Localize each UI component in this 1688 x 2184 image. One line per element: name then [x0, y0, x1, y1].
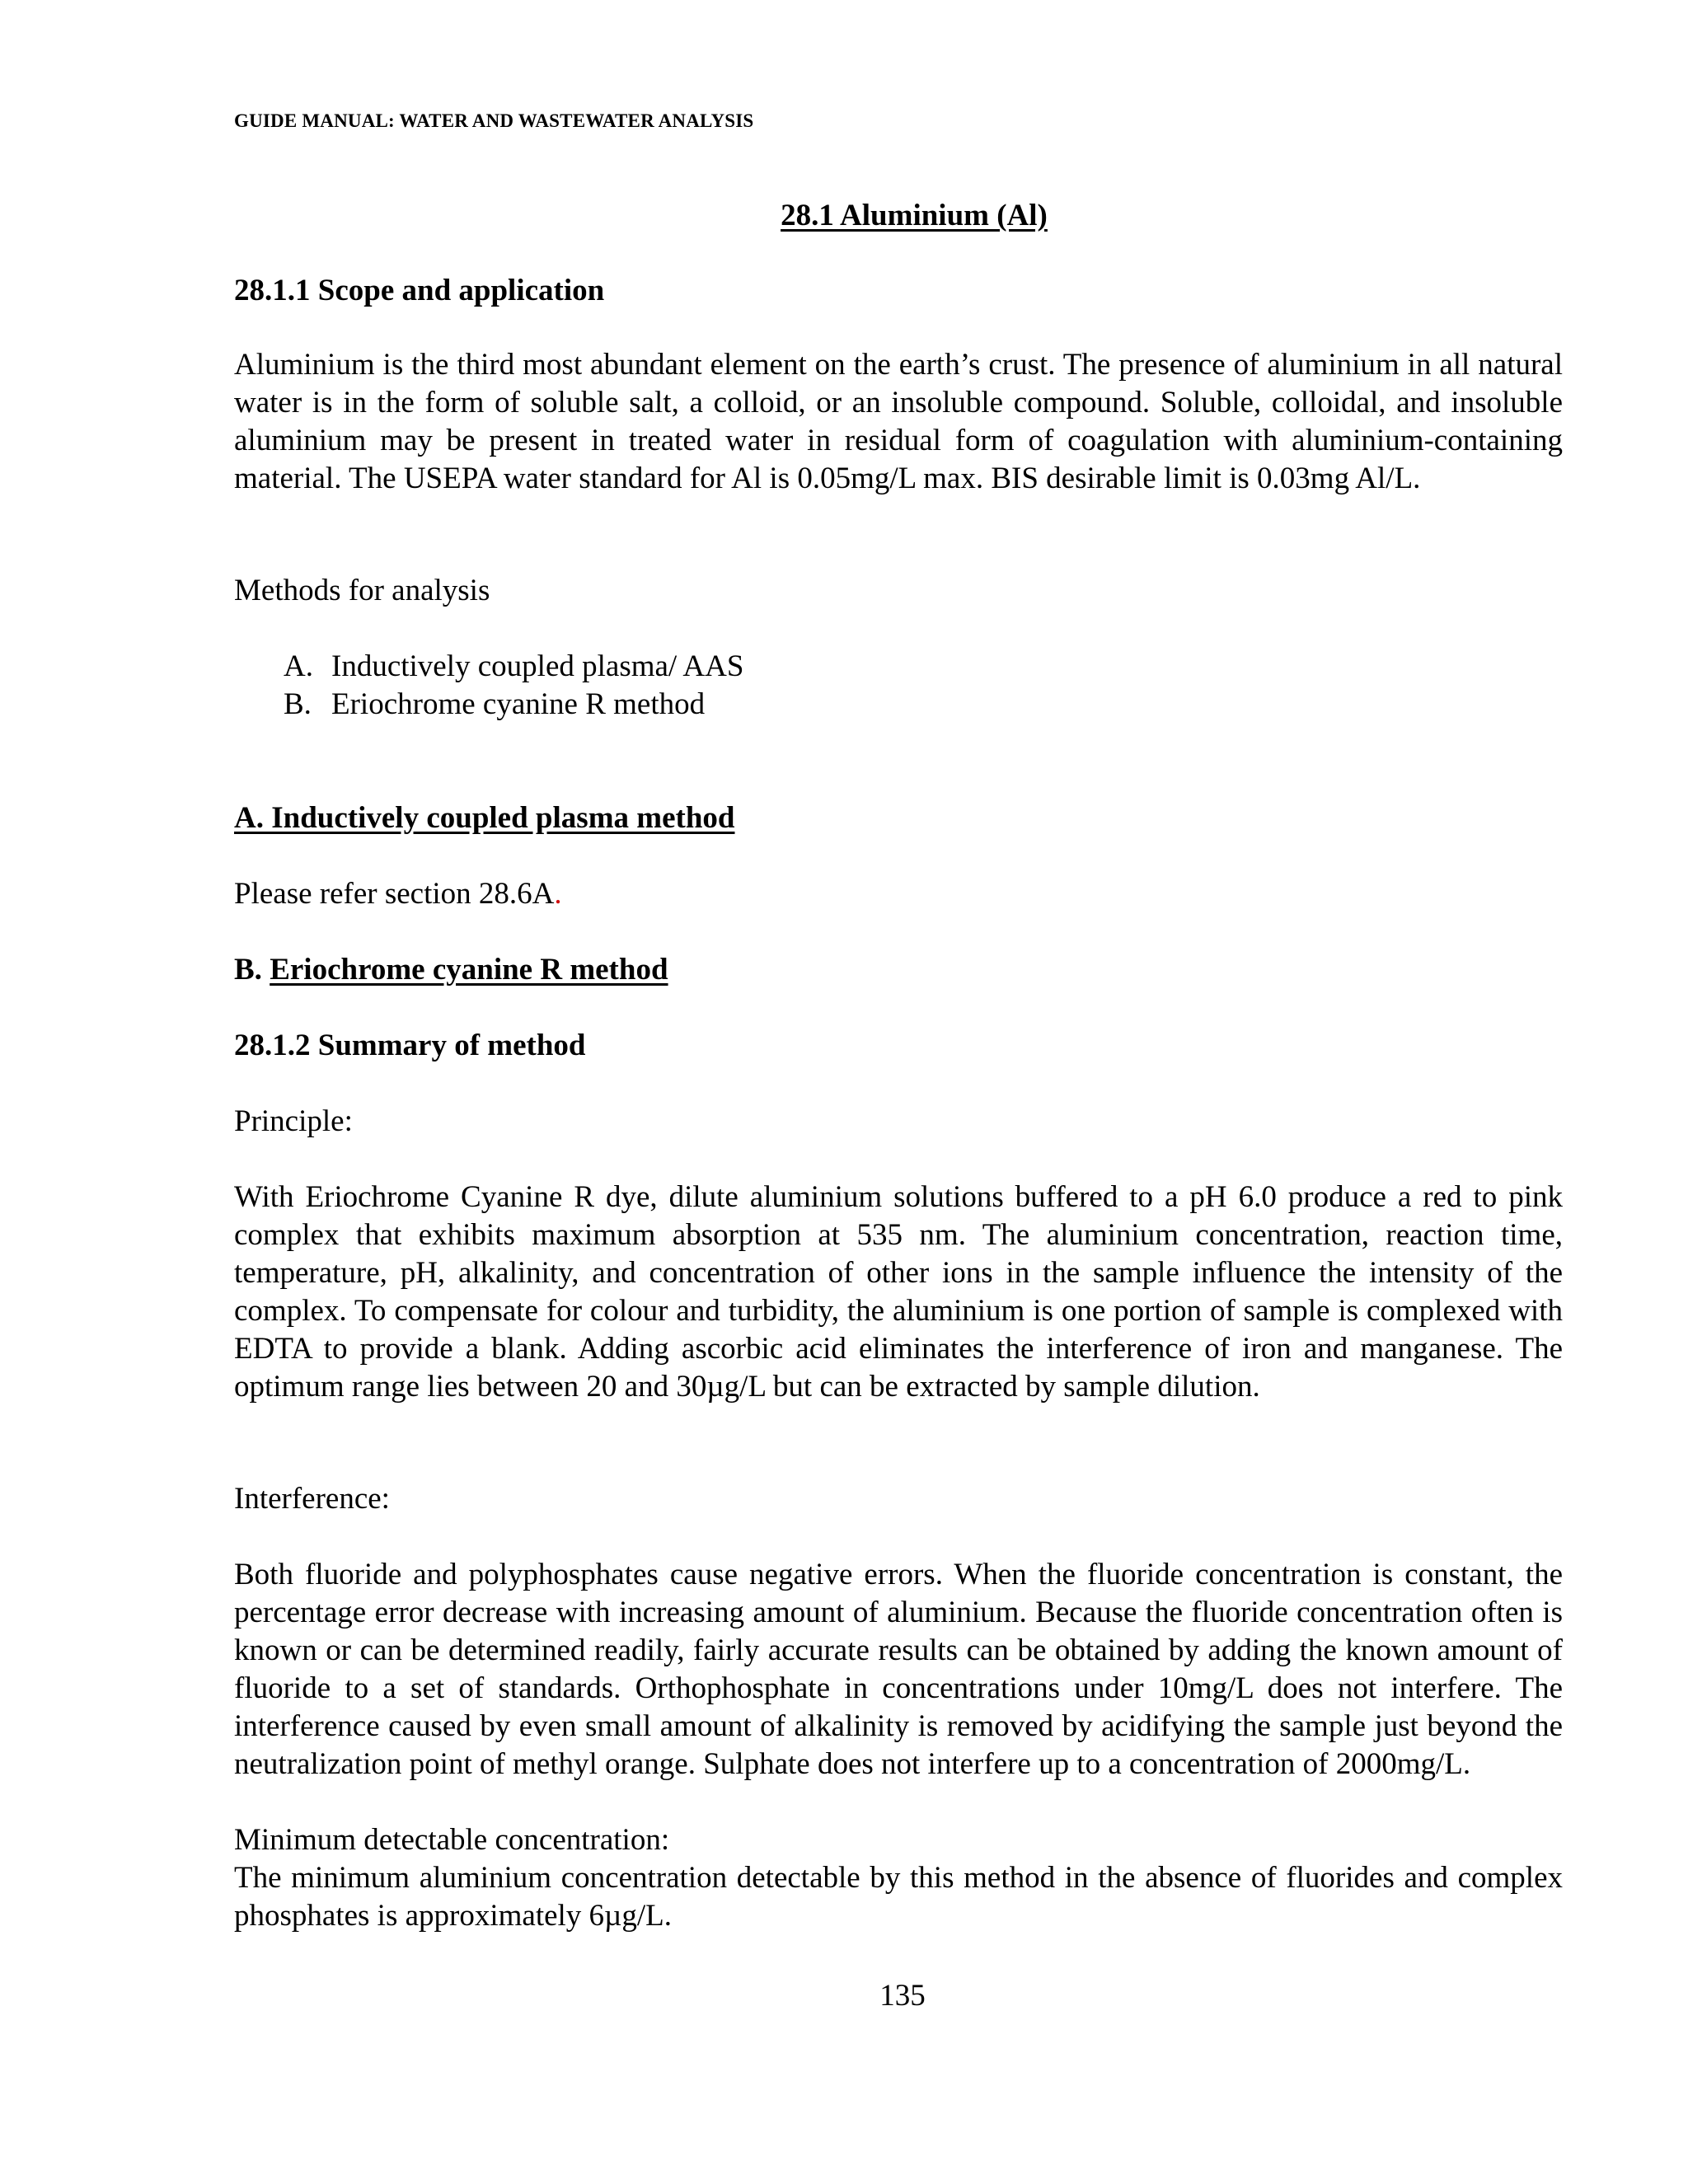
methods-intro: Methods for analysis — [234, 574, 490, 607]
method-b-heading — [234, 951, 1563, 989]
method-a-reference-dot: . — [554, 877, 562, 911]
methods-list-item — [234, 648, 1563, 686]
summary-heading: 28.1.2 Summary of method — [234, 1029, 586, 1062]
section-title: 28.1 Aluminium (Al) — [781, 199, 1048, 232]
methods-list — [234, 648, 1563, 724]
principle-label: Principle: — [234, 1104, 353, 1138]
scope-heading: 28.1.1 Scope and application — [234, 274, 605, 307]
method-b-title: Eriochrome cyanine R method — [270, 953, 668, 987]
principle-paragraph: With Eriochrome Cyanine R dye, dilute aluminium solutions buffered to a pH 6.0 produce a red to pink complex that exhibits maximum absorption at 535 nm. The aluminium concentration, reaction time, temperature, pH, alkalinity, and concentration of other ions in the sample influence the intensity of the complex. To compensate for colour and turbidity, the aluminium is one portion of sample is complexed with EDTA to provide a blank. Adding ascorbic acid eliminates the interference of iron and manganese. The optimum range lies between 20 and 30µg/L but can be extracted by sample dilution. — [234, 1180, 1563, 1404]
list-item-label: Eriochrome cyanine R method — [331, 687, 706, 721]
scope-paragraph: Aluminium is the third most abundant element on the earth’s crust. The presence of aluminium in all natural water is in the form of soluble salt, a colloid, or an insoluble compound. Soluble, colloidal, and insoluble aluminium may be present in treated water in residual form of coagulation with aluminium-containing material. The USEPA water standard for Al is 0.05mg/L max. BIS desirable limit is 0.03mg Al/L. — [234, 348, 1563, 495]
interference-paragraph: Both fluoride and polyphosphates cause negative errors. When the fluoride concentration is constant, the percentage error decrease with increasing amount of aluminium. Because the fluoride concentration often is known or can be determined readily, fairly accurate results can be obtained by adding the known amount of fluoride to a set of standards. Orthophosphate in concentrations under 10mg/L does not interfere. The interference caused by even small amount of alkalinity is removed by acidifying the sample just beyond the neutralization point of methyl orange. Sulphate does not interfere up to a concentration of 2000mg/L. — [234, 1558, 1563, 1781]
list-marker: B. — [284, 687, 312, 721]
mdc-label: Minimum detectable concentration: — [234, 1823, 670, 1857]
method-a-reference-text: Please refer section 28.6A — [234, 877, 555, 911]
interference-label: Interference: — [234, 1482, 390, 1516]
method-b-prefix: B. — [234, 953, 262, 987]
page-number: 135 — [879, 1979, 926, 2013]
mdc-paragraph: The minimum aluminium concentration detectable by this method in the absence of fluorides and complex phosphates is approximately 6µg/L. — [234, 1861, 1563, 1933]
method-a-reference — [234, 875, 1563, 913]
running-header: GUIDE MANUAL: WATER AND WASTEWATER ANALYSIS — [234, 110, 754, 131]
methods-list-item — [234, 686, 1563, 724]
method-a-heading: A. Inductively coupled plasma method — [234, 801, 735, 835]
list-item-label: Inductively coupled plasma/ AAS — [331, 649, 744, 683]
list-marker: A. — [284, 649, 313, 683]
